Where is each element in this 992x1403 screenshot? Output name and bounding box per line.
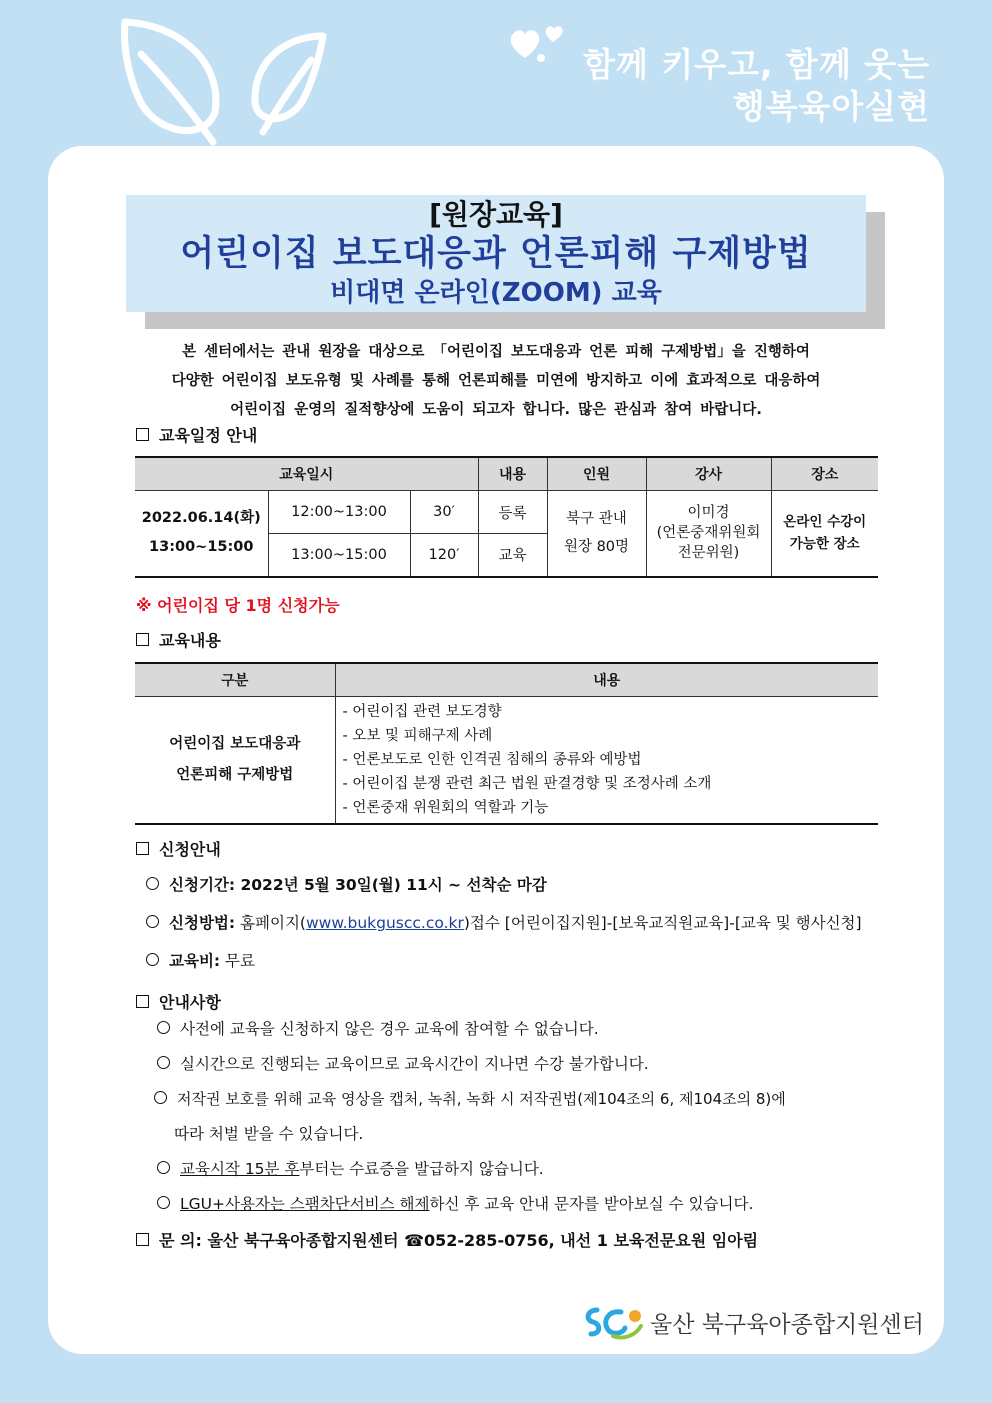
fee-label: 교육비: [169, 952, 221, 970]
title-main: 어린이집 보도대응과 언론피해 구제방법 [180, 234, 812, 274]
table-cell: 120′ [410, 534, 478, 577]
contact-text: 울산 북구육아종합지원센터 ☎052-285-0756, 내선 1 보육전문요원 임아림 [201, 1231, 759, 1250]
section-label: 교육일정 안내 [159, 426, 258, 445]
header-cell: 내용 [335, 663, 878, 697]
list-item: - 언론중재 위원회의 역할과 기능 [342, 800, 549, 816]
slogan-line2: 행복육아실현 [732, 87, 930, 126]
schedule-time: 13:00~15:00 [149, 539, 254, 556]
people-line: 원장 80명 [563, 539, 630, 556]
date-cell [135, 491, 268, 577]
guide-text: 사전에 교육을 신청하지 않은 경우 교육에 참여할 수 없습니다. [180, 1020, 599, 1038]
lecturer-line: (언론중재위원회 [656, 525, 761, 542]
category-cell [135, 697, 335, 825]
contact-label: 문 의: [159, 1231, 202, 1250]
apply-method-label: 신청방법: [169, 914, 236, 932]
guide-section-heading [136, 990, 221, 1013]
slogan [583, 44, 930, 128]
square-bullet-icon [136, 633, 149, 646]
apply-period-text: 신청기간: 2022년 5월 30일(월) 11시 ~ 선착순 마감 [169, 876, 547, 894]
circle-bullet-icon [146, 915, 159, 928]
guide-item [157, 1053, 649, 1075]
header-cell: 장소 [771, 457, 878, 491]
apply-period [146, 874, 547, 896]
list-item: - 어린이집 관련 보도경향 [342, 704, 502, 720]
header-cell: 강사 [646, 457, 771, 491]
guide-text: 부터는 수료증을 발급하지 않습니다. [299, 1160, 544, 1178]
guide-item [157, 1158, 544, 1180]
table-cell: 13:00~15:00 [268, 534, 410, 577]
circle-bullet-icon [146, 953, 159, 966]
lecturer-line: 전문위원) [677, 545, 740, 562]
square-bullet-icon [136, 995, 149, 1008]
guide-text: 하신 후 교육 안내 문자를 받아보실 수 있습니다. [429, 1195, 754, 1213]
footer-org-name: 울산 북구육아종합지원센터 [650, 1312, 924, 1338]
people-cell [547, 491, 646, 577]
schedule-section-heading [136, 423, 257, 446]
section-label: 교육내용 [159, 631, 221, 650]
guide-text: 실시간으로 진행되는 교육이므로 교육시간이 지나면 수강 불가합니다. [180, 1055, 649, 1073]
category-line: 언론피해 구제방법 [176, 767, 294, 783]
apply-method-path: )접수 [어린이집지원]-[보육교직원교육]-[교육 및 행사신청] [463, 914, 862, 932]
list-item: - 어린이집 분쟁 관련 최근 법원 판결경향 및 조정사례 소개 [342, 776, 712, 792]
place-line: 가능한 장소 [789, 536, 860, 553]
intro-text [120, 338, 872, 425]
title-sub: 비대면 온라인(ZOOM) 교육 [330, 278, 662, 308]
guide-underlined: 교육시작 15분 후 [180, 1160, 300, 1178]
guide-item-continued: 따라 처벌 받을 수 있습니다. [174, 1125, 364, 1143]
content-table [135, 662, 878, 825]
apply-fee [146, 950, 255, 972]
content-section-heading [136, 628, 221, 651]
place-line: 온라인 수강이 [783, 514, 867, 531]
fee-value: 무료 [220, 952, 255, 970]
table-cell: 30′ [410, 491, 478, 534]
guide-underlined: LGU+사용자는 스팸차단서비스 해제 [180, 1195, 430, 1213]
apply-section-heading [136, 837, 221, 860]
apply-limit-note: ※ 어린이집 당 1명 신청가능 [136, 596, 340, 615]
guide-item [157, 1193, 753, 1215]
circle-bullet-icon [157, 1161, 170, 1174]
guide-text: 저작권 보호를 위해 교육 영상을 캡처, 녹취, 녹화 시 저작권법(제104조의 6, 제104조의 8)에 [177, 1090, 786, 1108]
table-cell: 등록 [478, 491, 547, 534]
lecturer-cell [646, 491, 771, 577]
guide-item [154, 1088, 786, 1110]
circle-bullet-icon [157, 1056, 170, 1069]
hearts-icon [505, 18, 575, 68]
table-cell: 12:00~13:00 [268, 491, 410, 534]
list-item: - 언론보도로 인한 인격권 침해의 종류와 예방법 [342, 752, 642, 768]
contact-info [136, 1230, 758, 1252]
list-item: - 오보 및 피해구제 사례 [342, 728, 493, 744]
items-cell [335, 697, 878, 825]
square-bullet-icon [136, 842, 149, 855]
table-cell: 교육 [478, 534, 547, 577]
title-bracket: [원장교육] [429, 198, 563, 231]
circle-bullet-icon [157, 1196, 170, 1209]
center-logo-icon [583, 1302, 645, 1342]
circle-bullet-icon [146, 877, 159, 890]
slogan-line1: 함께 키우고, 함께 웃는 [583, 45, 930, 84]
square-bullet-icon [136, 1233, 149, 1246]
apply-method-text: 홈페이지( [235, 914, 306, 932]
intro-line: 본 센터에서는 관내 원장을 대상으로 「어린이집 보도대응과 언론 피해 구제방법」을 진행하여 [182, 344, 810, 360]
header-cell: 구분 [135, 663, 335, 697]
guide-item [157, 1018, 599, 1040]
header-cell: 내용 [478, 457, 547, 491]
lecturer-line: 이미경 [687, 505, 730, 522]
circle-bullet-icon [157, 1021, 170, 1034]
homepage-link[interactable]: www.bukguscc.co.kr [305, 914, 464, 932]
category-line: 어린이집 보도대응과 [169, 736, 301, 752]
title-box [126, 195, 866, 312]
leaf-decoration-icon [105, 14, 345, 149]
schedule-date: 2022.06.14(화) [141, 510, 261, 527]
section-label: 신청안내 [159, 840, 221, 859]
circle-bullet-icon [154, 1091, 167, 1104]
section-label: 안내사항 [159, 993, 221, 1012]
intro-line: 다양한 어린이집 보도유형 및 사례를 통해 언론피해를 미연에 방지하고 이에 효과적으로 대응하여 [171, 373, 821, 389]
schedule-table [135, 456, 878, 578]
people-line: 북구 관내 [566, 511, 627, 528]
square-bullet-icon [136, 428, 149, 441]
place-cell [771, 491, 878, 577]
intro-line: 어린이집 운영의 질적향상에 도움이 되고자 합니다. 많은 관심과 참여 바랍니다. [230, 402, 762, 418]
apply-method [146, 912, 862, 934]
header-cell: 인원 [547, 457, 646, 491]
header-cell: 교육일시 [135, 457, 478, 491]
